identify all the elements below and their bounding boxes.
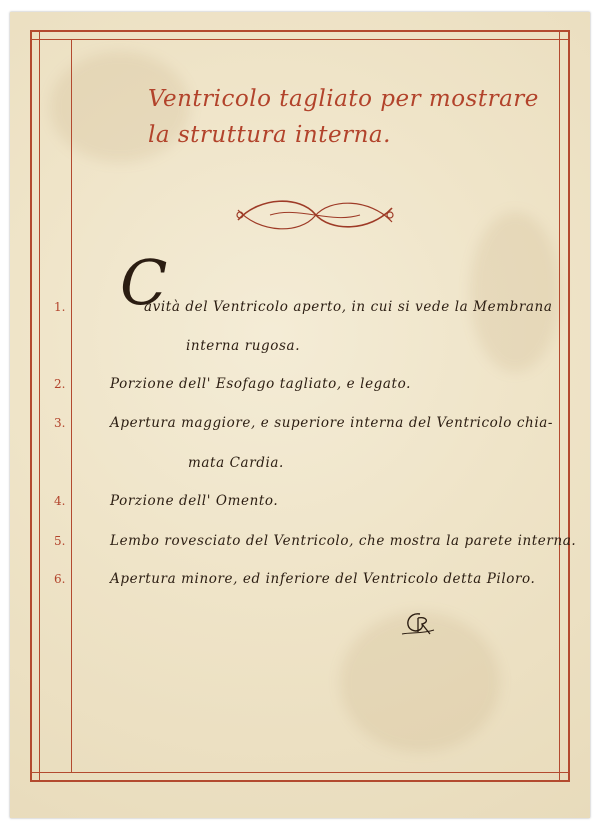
entry-text: Lembo rovesciato del Ventricolo, che mostra la parete interna. bbox=[110, 533, 577, 549]
page-title-line-1: Ventricolo tagliato per mostrare bbox=[148, 86, 539, 112]
manuscript-page bbox=[10, 12, 590, 818]
entry-number: 5. bbox=[54, 534, 66, 548]
entry-text: Porzione dell' Esofago tagliato, e legato. bbox=[110, 376, 411, 392]
entry-text: avità del Ventricolo aperto, in cui si vede la Membrana bbox=[144, 299, 553, 315]
monogram-mark bbox=[400, 608, 436, 638]
entry-number: 1. bbox=[54, 300, 66, 314]
border-left-outer bbox=[30, 30, 32, 782]
entry-text: interna rugosa. bbox=[186, 338, 301, 354]
border-bottom-outer bbox=[30, 780, 570, 782]
entry-number: 2. bbox=[54, 377, 66, 391]
border-right-outer bbox=[568, 30, 570, 782]
entry-text: mata Cardia. bbox=[188, 455, 284, 471]
flourish-ornament bbox=[230, 192, 400, 238]
entry-text: Apertura maggiore, e superiore interna del Ventricolo chia- bbox=[110, 415, 554, 431]
decorated-initial: C bbox=[120, 246, 168, 319]
entry-number: 6. bbox=[54, 572, 66, 586]
entry-text: Apertura minore, ed inferiore del Ventricolo detta Piloro. bbox=[110, 571, 536, 587]
border-left-inner bbox=[39, 30, 40, 782]
border-top-outer bbox=[30, 30, 570, 32]
paper-stain bbox=[470, 212, 560, 372]
border-bottom-inner bbox=[30, 772, 570, 773]
page-title-line-2: la struttura interna. bbox=[148, 122, 391, 148]
margin-rule bbox=[71, 40, 72, 772]
entry-number: 4. bbox=[54, 494, 66, 508]
entry-text: Porzione dell' Omento. bbox=[110, 493, 279, 509]
entry-number: 3. bbox=[54, 416, 66, 430]
border-right-inner bbox=[559, 30, 560, 782]
border-top-inner bbox=[30, 39, 570, 40]
